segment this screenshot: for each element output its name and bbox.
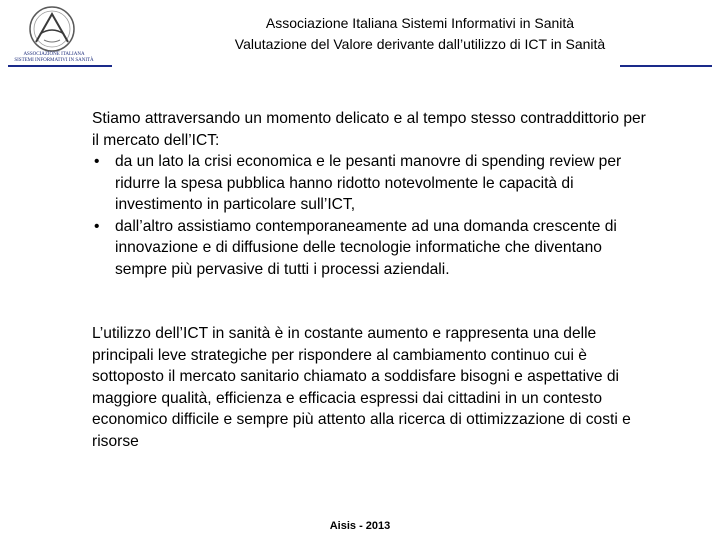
second-paragraph: L’utilizzo dell’ICT in sanità è in costante aumento e rappresenta una delle principali leve strategiche per rispondere al cambiamento continuo cui è sottoposto il mercato sanitario chiamato a soddisfare bisogni e aspettative di maggiore qualità, efficienza e efficacia espressi dai cittadini in un contesto economico difficile e sempre più attento alla ricerca di ottimizzazione di costi e risorse <box>92 325 631 450</box>
bullet-text: da un lato la crisi economica e le pesanti manovre di spending review per ridurre la spesa pubblica hanno ridotto notevolmente le capacità di investimento in particolare sull’ICT, <box>115 153 622 213</box>
bullet-item <box>92 216 652 281</box>
header-title: Associazione Italiana Sistemi Informativi in Sanità <box>265 15 575 31</box>
bullet-text: dall’altro assistiamo contemporaneamente ad una domanda crescente di innovazione e di diffusione delle tecnologie informatiche che diventano sempre più pervasive di tutti i processi aziendali. <box>115 217 617 278</box>
bullet-marker: • <box>94 153 100 170</box>
bullet-marker: • <box>94 217 100 235</box>
logo-caption <box>4 52 104 64</box>
bullet-item <box>92 151 652 216</box>
logo-caption-line1: ASSOCIAZIONE ITALIANA <box>23 52 85 57</box>
header-rule-left <box>8 65 112 67</box>
footer-text: Aisis - 2013 <box>329 520 391 532</box>
intro-paragraph: Stiamo attraversando un momento delicato e al tempo stesso contraddittorio per il mercato dell’ICT: <box>92 110 646 149</box>
logo-caption-line2: SISTEMI INFORMATIVI IN SANITÀ <box>14 58 94 63</box>
logo-emblem-icon <box>6 4 98 54</box>
header-rule-right <box>620 65 712 67</box>
header-subtitle: Valutazione del Valore derivante dall’utilizzo di ICT in Sanità <box>234 36 606 52</box>
bullet-list <box>92 151 652 280</box>
